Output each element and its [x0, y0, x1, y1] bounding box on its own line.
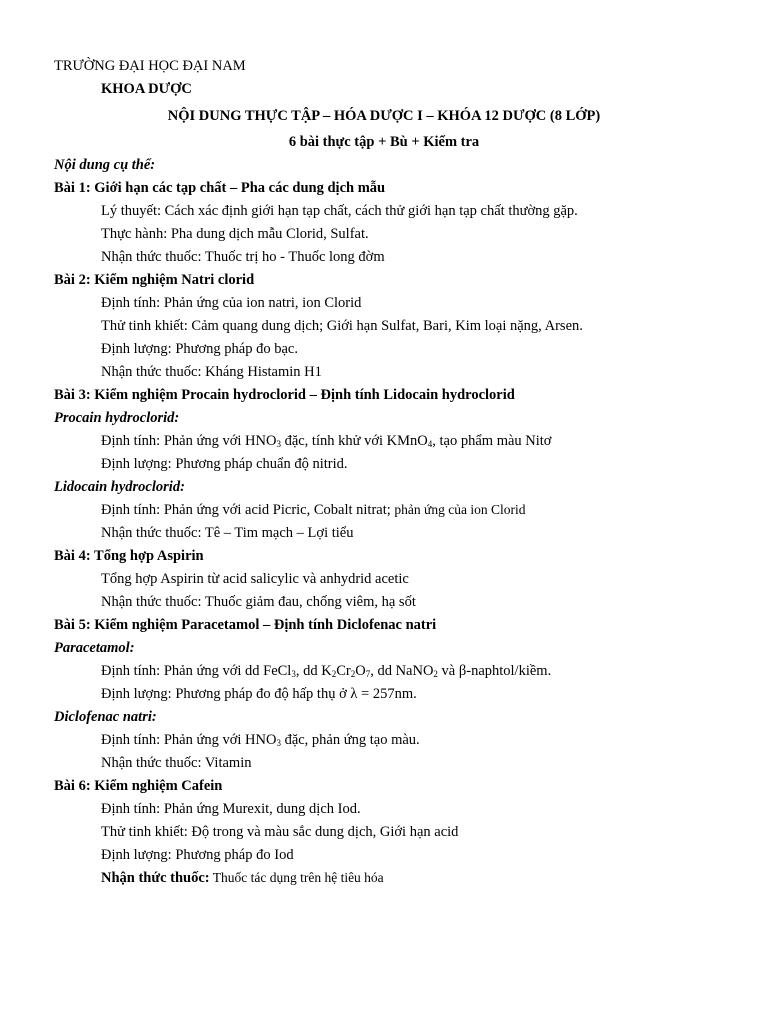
- lesson-2-quantitative: Định lượng: Phương pháp đo bạc.: [101, 341, 298, 357]
- faculty-name: KHOA DƯỢC: [101, 81, 192, 97]
- lesson-1-heading: Bài 1: Giới hạn các tạp chất – Pha các dung dịch mẫu: [54, 180, 386, 196]
- lesson-4-synthesis: Tổng hợp Aspirin từ acid salicylic và anhydrid acetic: [101, 571, 409, 587]
- drug-awareness-label: Nhận thức thuốc:: [101, 870, 210, 886]
- lesson-5-subheading-paracetamol: Paracetamol:: [54, 640, 135, 656]
- lesson-5-paracetamol-quantitative: Định lượng: Phương pháp đo độ hấp thụ ở λ = 257nm.: [101, 686, 417, 702]
- lesson-3-heading: Bài 3: Kiểm nghiệm Procain hydroclorid – Định tính Lidocain hydroclorid: [54, 387, 515, 403]
- document-title: NỘI DUNG THỰC TẬP – HÓA DƯỢC I – KHÓA 12 DƯỢC (8 LỚP): [167, 108, 601, 124]
- lesson-6-quantitative: Định lượng: Phương pháp đo Iod: [101, 847, 294, 863]
- lesson-3-procain-qualitative: Định tính: Phản ứng với $HNO_3$ đặc, tính khử với KMnO$_4$, tạo phẩm màu Nitơ: [101, 433, 552, 449]
- lesson-6-drug-awareness: Nhận thức thuốc: Thuốc tác dụng trên hệ tiêu hóa: [101, 870, 384, 886]
- lesson-3-subheading-procain: Procain hydroclorid:: [54, 410, 180, 426]
- lesson-3-drug-awareness: Nhận thức thuốc: Tê – Tim mạch – Lợi tiểu: [101, 525, 354, 541]
- lesson-6-heading: Bài 6: Kiểm nghiệm Cafein: [54, 778, 223, 794]
- lesson-1-theory: Lý thuyết: Cách xác định giới hạn tạp chất, cách thử giới hạn tạp chất thường gặp.: [101, 203, 578, 219]
- lesson-2-purity: Thử tinh khiết: Cảm quang dung dịch; Giới hạn Sulfat, Bari, Kim loại nặng, Arsen.: [101, 318, 583, 334]
- lesson-5-drug-awareness: Nhận thức thuốc: Vitamin: [101, 755, 252, 771]
- lesson-5-heading: Bài 5: Kiểm nghiệm Paracetamol – Định tính Diclofenac natri: [54, 617, 437, 633]
- lesson-6-qualitative: Định tính: Phản ứng Murexit, dung dịch Iod.: [101, 801, 361, 817]
- lesson-2-drug-awareness: Nhận thức thuốc: Kháng Histamin H1: [101, 364, 322, 380]
- document-subtitle: 6 bài thực tập + Bù + Kiểm tra: [288, 134, 480, 150]
- lesson-4-heading: Bài 4: Tổng hợp Aspirin: [54, 548, 204, 564]
- lesson-3-subheading-lidocain: Lidocain hydroclorid:: [54, 479, 185, 495]
- lesson-3-procain-quantitative: Định lượng: Phương pháp chuẩn độ nitrid.: [101, 456, 348, 472]
- lesson-4-drug-awareness: Nhận thức thuốc: Thuốc giảm đau, chống viêm, hạ sốt: [101, 594, 416, 610]
- lesson-2-qualitative: Định tính: Phản ứng của ion natri, ion Clorid: [101, 295, 362, 311]
- school-name: TRƯỜNG ĐẠI HỌC ĐẠI NAM: [54, 58, 246, 74]
- lesson-3-lidocain-qualitative: Định tính: Phản ứng với acid Picric, Cobalt nitrat; phản ứng của ion Clorid: [101, 502, 526, 518]
- lesson-5-diclofenac-qualitative: Định tính: Phản ứng với $HNO_3$ đặc, phản ứng tạo màu.: [101, 732, 420, 748]
- lesson-1-practice: Thực hành: Pha dung dịch mẫu Clorid, Sulfat.: [101, 226, 369, 242]
- lesson-5-subheading-diclofenac: Diclofenac natri:: [54, 709, 157, 725]
- intro-heading: Nội dung cụ thể:: [54, 157, 156, 173]
- lesson-2-heading: Bài 2: Kiểm nghiệm Natri clorid: [54, 272, 255, 288]
- lesson-5-paracetamol-qualitative: Định tính: Phản ứng với dd FeCl$_3$, dd $K_2Cr_2O_7$, dd NaNO$_2$ và β-naphtol/kiềm.: [101, 663, 552, 679]
- lesson-6-purity: Thử tinh khiết: Độ trong và màu sắc dung dịch, Giới hạn acid: [101, 824, 459, 840]
- lesson-1-drug-awareness: Nhận thức thuốc: Thuốc trị ho - Thuốc long đờm: [101, 249, 385, 265]
